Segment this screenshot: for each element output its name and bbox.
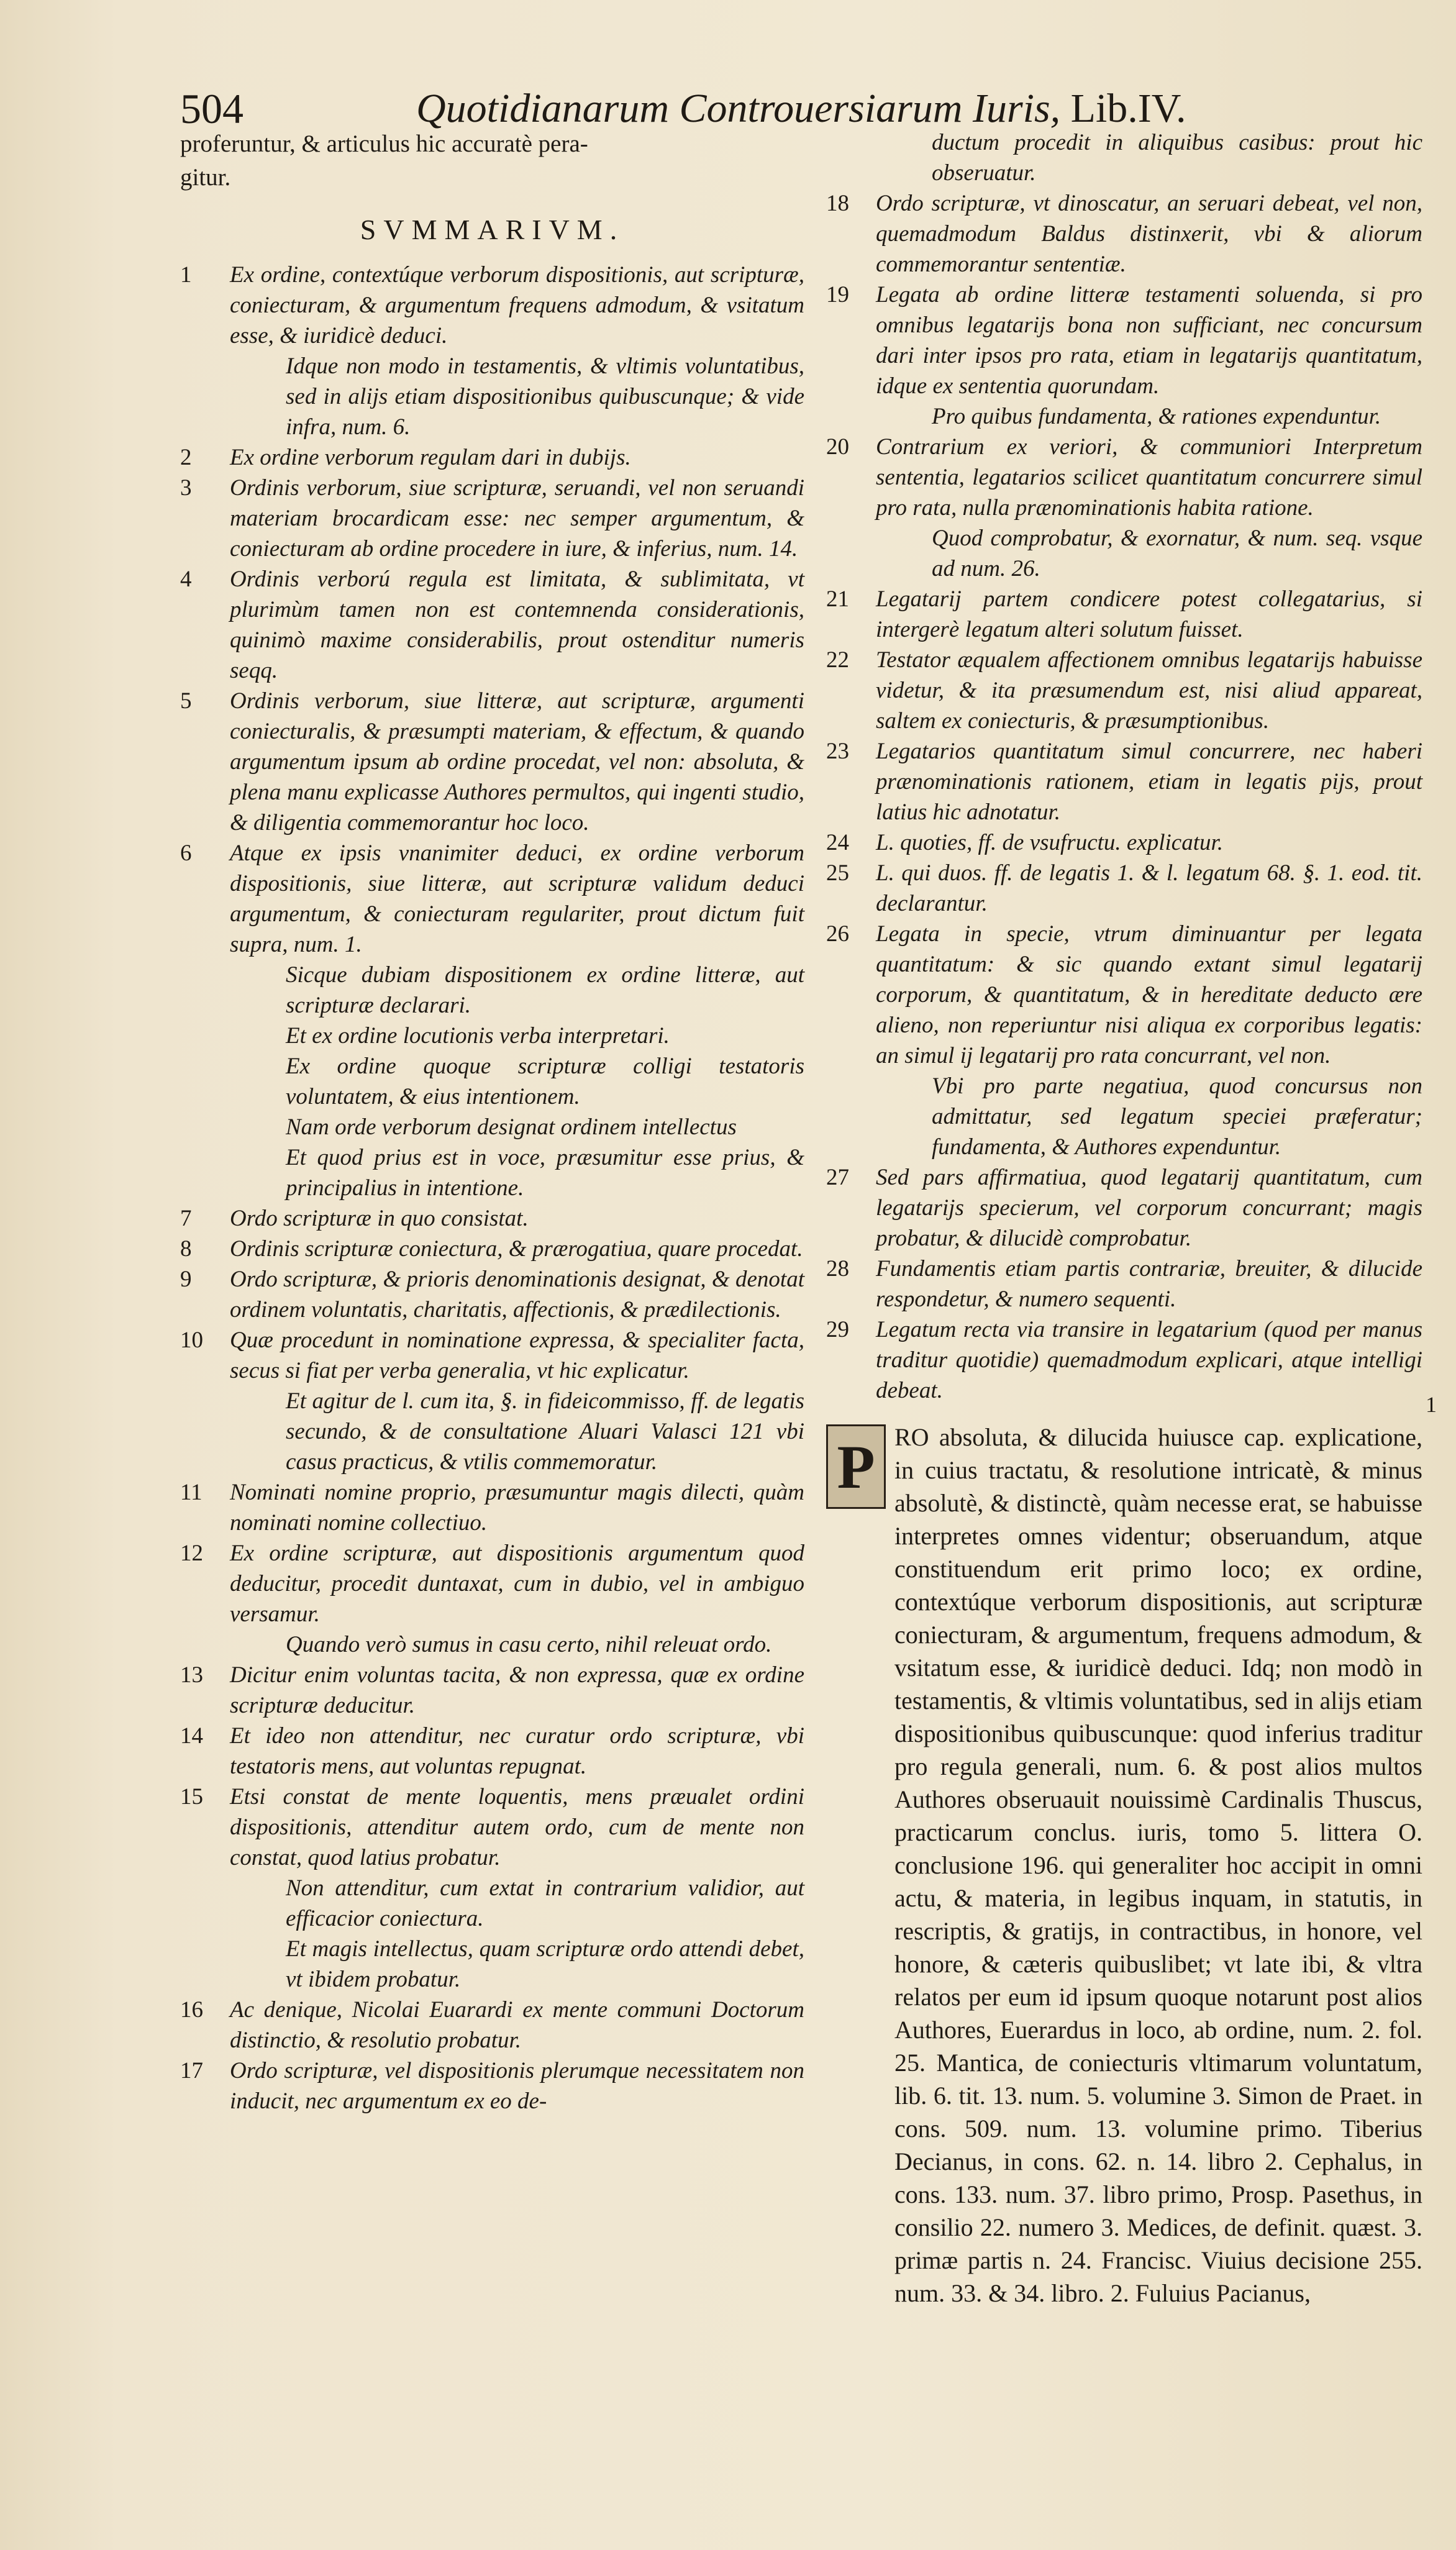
intro-line-2: gitur. [180, 164, 231, 191]
summary-entry-text: Quod comprobatur, & exornatur, & num. seq. vsque ad num. 26. [932, 526, 1422, 581]
summary-entry-text: Ordo scripturæ in quo consistat. [230, 1206, 529, 1231]
summary-entry-text: Ex ordine, contextúque verborum dispositionis, aut scripturæ, coniecturam, & argumentum frequens admodum, & vsitatum esse, & iuridicè deduci. [230, 262, 804, 348]
summary-entry-text: Quæ procedunt in nominatione expressa, & specialiter facta, secus si fiat per verba generalia, vt hic explicatur. [230, 1327, 804, 1383]
summary-entry [826, 127, 1422, 188]
summary-entry-text: Sed pars affirmatiua, quod legatarij quantitatum, cum legatarijs specierum, vel corporum concurrant; magis probatur, & dilucidè comprobatur. [876, 1165, 1422, 1251]
opening-text: RO absoluta, & dilucida huiusce cap. explicatione, in cuius tractatu, & resolutione intricatè, & minus absolutè, & distinctè, quàm necesse erat, se habuisse interpretes omnes videntur; obseruandum, atque constituendum erit primo loco; ex ordine, contextúque verborum dispositionis, aut scripturæ coniecturam, & argumentum, frequens admodum, & vsitatum esse, & iuridicè deduci. Idq; non modò in testamentis, & vltimis voluntatibus, sed in alijs etiam dispositionibus quibuscunque: quod inferius traditur pro regula generali, num. 6. & post alios multos Authores obseruauit nouissimè Cardinalis Thuscus, practicarum conclus. iuris, tomo 5. littera O. conclusione 196. qui generaliter hoc accipit in omni actu, & materia, in legibus inquam, in statutis, in rescriptis, & gratijs, in contractibus, in honore, vel honore, & cæteris quibuslibet; vt late ibi, & vltra relatos per eum id ipsum quoque notarunt post alios Authores, Euerardus in loco, ab ordine, num. 2. fol. 25. Mantica, de coniecturis vltimarum voluntatum, lib. 6. tit. 13. num. 5. volumine 3. Simon de Praet. in cons. 509. num. 13. volumine primo. Tiberius Decianus, in cons. 62. n. 14. libro 2. Cephalus, in cons. 133. num. 37. libro primo, Prosp. Pasethus, in consilio 22. numero 3. Medices, de definit. quæst. 3. primæ partis n. 24. Francisc. Viuius decisione 255. num. 33. & 34. libro. 2. Fuluius Pacianus, [894, 1423, 1422, 2307]
summary-entry [180, 1629, 804, 1660]
summary-entry-text: Ex ordine verborum regulam dari in dubijs. [230, 445, 631, 470]
summary-entry-text: Quando verò sumus in casu certo, nihil releuat ordo. [286, 1632, 772, 1657]
summary-entry-number: 4 [180, 567, 192, 592]
summary-entry-number: 27 [826, 1165, 849, 1190]
summary-entry-number: 15 [180, 1784, 203, 1810]
summary-entry [180, 473, 804, 564]
summary-entry-text: Atque ex ipsis vnanimiter deduci, ex ordine verborum dispositionis, siue litteræ, aut scripturæ validum deduci argumentum, & coniecturam regulariter, prout dictum fuit supra, num. 1. [230, 840, 804, 957]
summary-entry [180, 1782, 804, 1873]
summary-entry-number: 26 [826, 921, 849, 947]
summarium-title: SVMMARIVM. [360, 214, 625, 245]
running-title-text: Quotidianarum Controuersiarum Iuris, [416, 86, 1061, 131]
summary-entry [826, 188, 1422, 280]
summary-entry-number: 14 [180, 1723, 203, 1749]
summary-entry [826, 919, 1422, 1071]
summary-entry [180, 1203, 804, 1234]
summary-entry-number [180, 960, 230, 1021]
summary-entry-text: Idque non modo in testamentis, & vltimis voluntatibus, sed in alijs etiam dispositionibus quibuscunque; & vide infra, num. 6. [286, 353, 804, 440]
summary-entry-number: 6 [180, 840, 192, 866]
summary-list-left [180, 260, 804, 2116]
summary-entry-number: 2 [180, 445, 192, 470]
summary-entry-text: Legata ab ordine litteræ testamenti soluenda, si pro omnibus legatarijs bona non sufficiant, nec concursum dari inter ipsos pro rata, etiam in legatarijs quantitatum, idque ex sententia quorundam. [876, 282, 1422, 399]
summary-entry-text: Ordinis verborum, siue litteræ, aut scripturæ, argumenti coniecturalis, & præsumpti materiam, & effectum, & quando argumentum ipsum ab ordine procedat, vel non: absoluta, & plena manu explicasse Authores permultos, qui ingenti studio, & diligentia commemorantur hoc loco. [230, 688, 804, 836]
body-text [826, 1421, 1422, 2310]
summary-entry [180, 1995, 804, 2056]
summary-entry-text: Et quod prius est in voce, præsumitur esse prius, & principalius in intentione. [286, 1145, 804, 1201]
summary-entry-text: Non attenditur, cum extat in contrarium validior, aut efficacior coniectura. [286, 1875, 804, 1931]
summary-entry [180, 1234, 804, 1264]
summary-entry [180, 1477, 804, 1538]
summary-entry-number: 11 [180, 1480, 202, 1505]
summary-entry [180, 1142, 804, 1203]
opening-paragraph [826, 1421, 1422, 2310]
summary-entry [180, 838, 804, 960]
summary-entry [180, 1021, 804, 1051]
summary-entry-number: 9 [180, 1267, 192, 1292]
summary-entry-number: 10 [180, 1327, 203, 1353]
summary-entry-text: L. qui duos. ff. de legatis 1. & l. legatum 68. §. 1. eod. tit. declarantur. [876, 860, 1422, 916]
summary-entry-text: Ac denique, Nicolai Euarardi ex mente communi Doctorum distinctio, & resolutio probatur. [230, 1997, 804, 2053]
summary-entry-number: 3 [180, 475, 192, 501]
summary-entry-text: Ordo scripturæ, & prioris denominationis designat, & denotat ordinem voluntatis, charitatis, affectionis, & prædilectionis. [230, 1267, 804, 1323]
summary-entry [180, 686, 804, 838]
summary-entry [826, 1071, 1422, 1162]
summary-entry-number [180, 1934, 230, 1995]
margin-number: 1 [1426, 1392, 1437, 1417]
summary-entry-number [180, 1873, 230, 1934]
summary-entry-number: 1 [180, 262, 192, 288]
summary-entry-number [826, 127, 876, 188]
summary-entry-number: 21 [826, 586, 849, 612]
summary-entry-number [180, 1051, 230, 1112]
summary-entry-text: Fundamentis etiam partis contrariæ, breuiter, & dilucide respondetur, & numero sequenti. [876, 1256, 1422, 1312]
summary-entry-text: Testator æqualem affectionem omnibus legatarijs habuisse videtur, & ita præsumendum est, nisi aliud appareat, saltem ex coniecturis, & præsumptionibus. [876, 647, 1422, 734]
left-column [180, 127, 804, 2116]
summary-entry-number: 16 [180, 1997, 203, 2023]
summary-entry-number: 28 [826, 1256, 849, 1282]
summary-entry [826, 827, 1422, 858]
summary-entry-number [826, 1071, 876, 1162]
summary-list-right [826, 127, 1422, 1406]
summary-entry [826, 584, 1422, 645]
summary-entry [180, 1873, 804, 1934]
summary-entry [180, 1538, 804, 1629]
summary-entry [180, 1264, 804, 1325]
summary-entry-number: 20 [826, 434, 849, 460]
summary-entry-text: Legata in specie, vtrum diminuantur per legata quantitatum: & sic quando extant simul legatarij corporum, & quantitatum, & in hereditate deducto ære alieno, non reperiuntur nisi aliqua ex corporibus legatis: an simul ij legatarij pro rata concurrant, vel non. [876, 921, 1422, 1068]
summary-entry [180, 442, 804, 473]
summary-entry-text: Ordinis scripturæ coniectura, & prærogatiua, quare procedat. [230, 1236, 803, 1262]
summary-entry-number [180, 1142, 230, 1203]
summary-entry [826, 736, 1422, 827]
page-number: 504 [180, 85, 243, 132]
summary-entry-text: Ordinis verború regula est limitata, & sublimitata, vt plurimùm tamen non est contemnenda considerationis, quinimò maxime considerabilis, prout ostenditur numeris seqq. [230, 567, 804, 683]
summary-entry-text: Ex ordine quoque scripturæ colligi testatoris voluntatem, & eius intentionem. [286, 1054, 804, 1109]
summary-entry-number: 19 [826, 282, 849, 307]
summary-entry-number [180, 1629, 230, 1660]
summary-entry-text: L. quoties, ff. de vsufructu. explicatur. [876, 830, 1224, 855]
summary-entry [180, 260, 804, 351]
summary-entry-number: 25 [826, 860, 849, 886]
summary-entry [180, 1325, 804, 1386]
summary-entry-number [826, 401, 876, 432]
summary-entry [826, 1314, 1422, 1406]
summary-entry-number [180, 1021, 230, 1051]
summary-entry-text: Ex ordine scripturæ, aut dispositionis argumentum quod deducitur, procedit duntaxat, cum in dubio, vel in ambiguo versamur. [230, 1541, 804, 1627]
summary-entry-text: Vbi pro parte negatiua, quod concursus non admittatur, sed legatum speciei præferatur; fundamenta, & Authores expenduntur. [932, 1073, 1422, 1160]
summary-entry-text: Contrarium ex veriori, & communiori Interpretum sententia, legatarios scilicet quantitatum concurrere simul pro rata, nulla prænominationis habita ratione. [876, 434, 1422, 521]
summary-entry [180, 564, 804, 686]
summary-entry-text: Et magis intellectus, quam scripturæ ordo attendi debet, vt ibidem probatur. [286, 1936, 804, 1992]
summary-entry [826, 280, 1422, 401]
summary-entry [826, 432, 1422, 523]
summary-entry [180, 1112, 804, 1142]
summary-entry [180, 2056, 804, 2116]
summary-entry-number: 29 [826, 1317, 849, 1342]
summary-entry-text: Ordinis verborum, siue scripturæ, seruandi, vel non seruandi materiam brocardicam esse: nec semper argumentum, & coniecturam ab ordine procedere in iure, & inferius, num. 14. [230, 475, 804, 562]
summary-entry-text: Legatarij partem condicere potest collegatarius, si intergerè legatum alteri solutum fuisset. [876, 586, 1422, 642]
summary-entry-number [180, 1386, 230, 1477]
summary-entry [180, 1386, 804, 1477]
summary-entry-number: 23 [826, 739, 849, 764]
summary-entry-text: Legatum recta via transire in legatarium (quod per manus traditur quotidie) quemadmodum explicari, atque intelligi debeat. [876, 1317, 1422, 1403]
summary-entry-number: 8 [180, 1236, 192, 1262]
summary-entry-number [826, 523, 876, 584]
summary-entry-number [180, 1112, 230, 1142]
summary-entry [180, 960, 804, 1021]
running-title-lib: Lib.IV. [1060, 86, 1186, 131]
summary-entry-number: 12 [180, 1541, 203, 1566]
summary-entry-text: Dicitur enim voluntas tacita, & non expressa, quæ ex ordine scripturæ deducitur. [230, 1662, 804, 1718]
summary-entry [826, 401, 1422, 432]
summary-entry-text: Ordo scripturæ, vt dinoscatur, an seruari debeat, vel non, quemadmodum Baldus distinxerit, vbi & aliorum commemorantur sententiæ. [876, 191, 1422, 277]
summary-entry-number: 18 [826, 191, 849, 216]
summary-entry-text: Pro quibus fundamenta, & rationes expenduntur. [932, 404, 1381, 429]
summary-entry-text: Legatarios quantitatum simul concurrere, nec haberi prænominationis rationem, etiam in legatis pijs, prout latius hic adnotatur. [876, 739, 1422, 825]
summary-entry-text: Nominati nomine proprio, præsumuntur magis dilecti, quàm nominati nomine collectiuo. [230, 1480, 804, 1536]
summary-entry-number: 5 [180, 688, 192, 714]
summary-entry [180, 1051, 804, 1112]
summary-entry-text: Et ex ordine locutionis verba interpretari. [286, 1023, 670, 1049]
summary-entry-text: Nam orde verborum designat ordinem intellectus [286, 1114, 737, 1140]
summary-entry [180, 1721, 804, 1782]
summary-entry [826, 858, 1422, 919]
intro-line-1: proferuntur, & articulus hic accuratè pera- [180, 130, 588, 157]
summary-entry [826, 523, 1422, 584]
summary-entry-number [180, 351, 230, 442]
summary-entry-number: 22 [826, 647, 849, 673]
summary-entry-number: 7 [180, 1206, 192, 1231]
summary-entry [826, 645, 1422, 736]
summary-entry-text: Et agitur de l. cum ita, §. in fideicommisso, ff. de legatis secundo, & de consultatione Aluari Valasci 121 vbi casus practicus, & vtilis commemoratur. [286, 1388, 804, 1475]
summary-entry [180, 1934, 804, 1995]
summary-entry-number: 13 [180, 1662, 203, 1688]
summary-entry-text: Sicque dubiam dispositionem ex ordine litteræ, aut scripturæ declarari. [286, 962, 804, 1018]
summary-entry-text: ductum procedit in aliquibus casibus: prout hic obseruatur. [932, 130, 1422, 186]
decorated-initial: P [826, 1424, 886, 1509]
summary-entry-number: 17 [180, 2058, 203, 2083]
summary-entry-text: Et ideo non attenditur, nec curatur ordo scripturæ, vbi testatoris mens, aut voluntas repugnat. [230, 1723, 804, 1779]
summary-entry-text: Ordo scripturæ, vel dispositionis plerumque necessitatem non inducit, nec argumentum ex eo de- [230, 2058, 804, 2114]
summary-entry [180, 1660, 804, 1721]
summary-entry [826, 1254, 1422, 1314]
summary-entry-text: Etsi constat de mente loquentis, mens præualet ordini dispositionis, attenditur autem ordo, cum de mente non constat, quod latius probatur. [230, 1784, 804, 1870]
summary-entry [826, 1162, 1422, 1254]
summary-entry-number: 24 [826, 830, 849, 855]
right-column [826, 127, 1422, 2310]
summary-entry [180, 351, 804, 442]
